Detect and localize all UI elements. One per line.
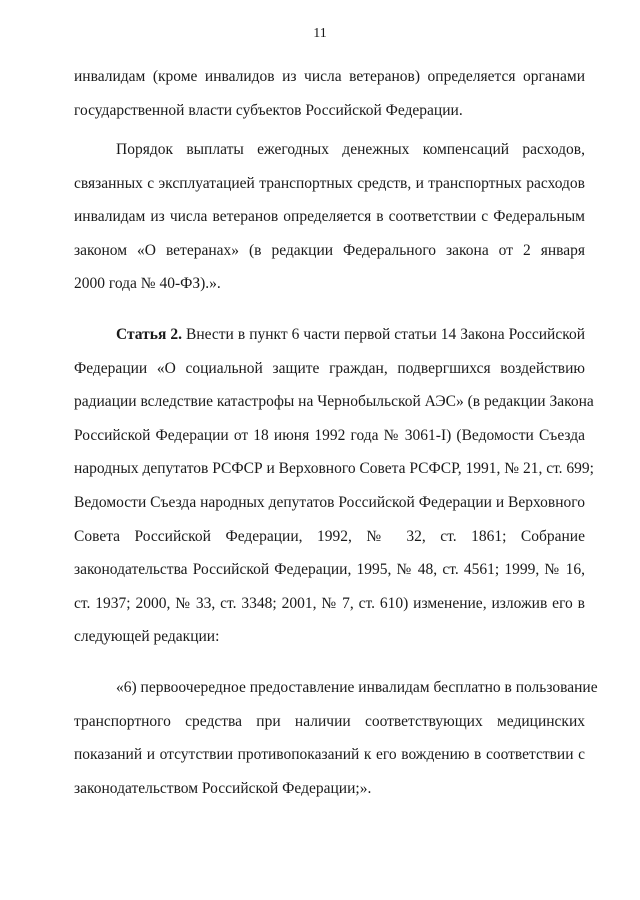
text-line: 2000 года № 40-ФЗ).». bbox=[74, 275, 221, 293]
text-line: народных депутатов РСФСР и Верховного Совета РСФСР, 1991, № 21, ст. 699; bbox=[74, 460, 594, 478]
text-line: Совета Российской Федерации, 1992, № 32, ст. 1861; Собрание bbox=[74, 527, 585, 545]
paragraph-continuation bbox=[74, 60, 585, 127]
text-line: радиации вследствие катастрофы на Чернобыльской АЭС» (в редакции Закона bbox=[74, 393, 594, 411]
text-line: инвалидам из числа ветеранов определяется в соответствии с Федеральным bbox=[74, 208, 585, 226]
text-line: Ведомости Съезда народных депутатов Российской Федерации и Верховного bbox=[74, 493, 585, 511]
text-line: связанных с эксплуатацией транспортных средств, и транспортных расходов bbox=[74, 174, 585, 192]
text-line: законодательства Российской Федерации, 1995, № 48, ст. 4561; 1999, № 16, bbox=[74, 561, 585, 579]
text-line: законом «О ветеранах» (в редакции Федерального закона от 2 января bbox=[74, 241, 585, 259]
text-line: Российской Федерации от 18 июня 1992 года № 3061-I) (Ведомости Съезда bbox=[74, 426, 585, 444]
text-line: законодательством Российской Федерации;». bbox=[74, 779, 372, 797]
text-line bbox=[74, 318, 585, 352]
text-line: показаний и отсутствии противопоказаний к его вождению в соответствии с bbox=[74, 746, 585, 764]
paragraph-quoted-amendment bbox=[74, 671, 598, 805]
text-line: инвалидам (кроме инвалидов из числа ветеранов) определяется органами bbox=[74, 68, 585, 85]
text-line: ст. 1937; 2000, № 33, ст. 3348; 2001, № 7, ст. 610) изменение, изложив его в bbox=[74, 594, 585, 612]
text-line: следующей редакции: bbox=[74, 628, 220, 646]
text-line: «6) первоочередное предоставление инвалидам бесплатно в пользование bbox=[116, 679, 598, 696]
paragraph-article-2 bbox=[74, 318, 594, 654]
article-text: Внести в пункт 6 части первой статьи 14 Закона Российской bbox=[181, 326, 585, 343]
text-line: Порядок выплаты ежегодных денежных компенсаций расходов, bbox=[116, 141, 585, 158]
page-number: 11 bbox=[313, 26, 327, 41]
text-line: Федерации «О социальной защите граждан, подвергшихся воздействию bbox=[74, 359, 585, 377]
paragraph-compensation-order bbox=[74, 133, 585, 301]
text-line: транспортного средства при наличии соответствующих медицинских bbox=[74, 712, 585, 730]
article-label: Статья 2. bbox=[116, 326, 182, 343]
text-line: государственной власти субъектов Российской Федерации. bbox=[74, 101, 463, 119]
